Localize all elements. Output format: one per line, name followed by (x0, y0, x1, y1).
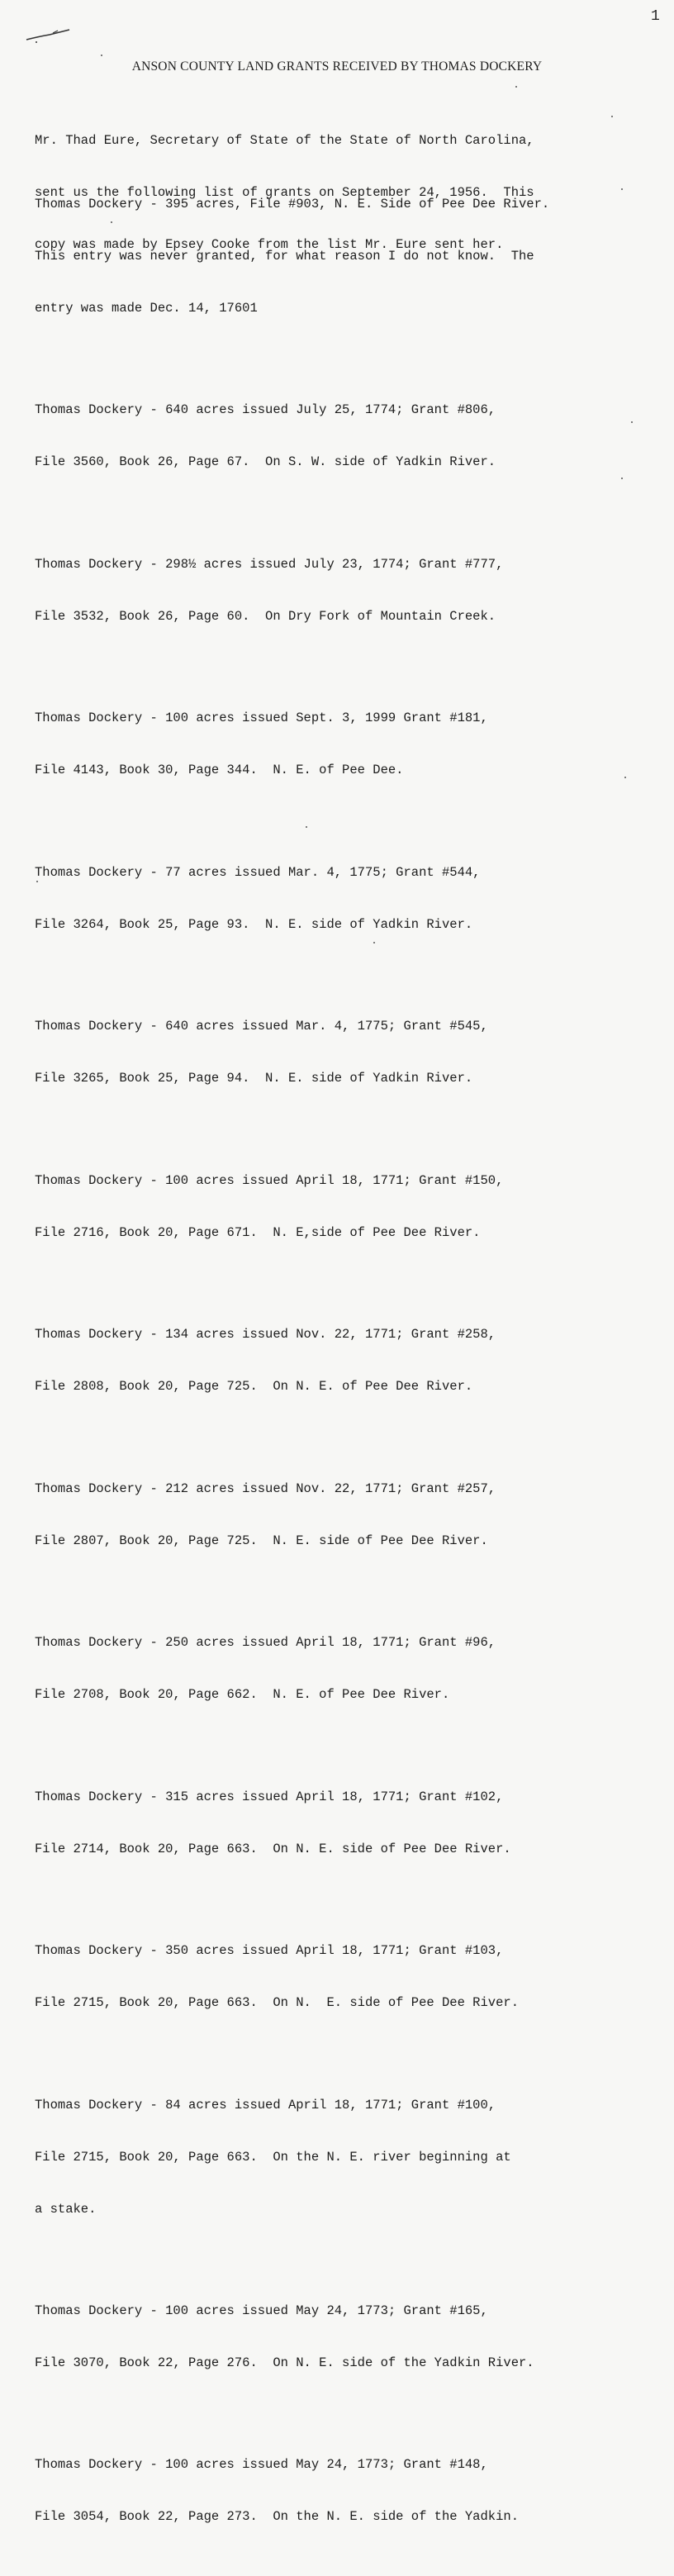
entry-line: File 4143, Book 30, Page 344. N. E. of Pee Dee. (35, 763, 404, 777)
grant-entry (35, 2268, 646, 2407)
grant-entry (35, 367, 646, 506)
entry-line: File 2715, Book 20, Page 663. On N. E. side of Pee Dee River. (35, 1995, 519, 2010)
grant-entry (35, 2062, 646, 2253)
grant-entry (35, 1291, 646, 1430)
scan-speck (101, 55, 102, 56)
entry-line: File 2714, Book 20, Page 663. On N. E. side of Pee Dee River. (35, 1841, 511, 1856)
entry-line: Thomas Dockery - 395 acres, File #903, N. E. Side of Pee Dee River. (35, 197, 550, 211)
entry-line: Thomas Dockery - 315 acres issued April 18, 1771; Grant #102, (35, 1789, 504, 1804)
grant-entry (35, 829, 646, 968)
entry-line: File 3070, Book 22, Page 276. On N. E. side of the Yadkin River. (35, 2355, 534, 2370)
entry-line: Thomas Dockery - 84 acres issued April 18, 1771; Grant #100, (35, 2097, 496, 2113)
entry-line: File 3560, Book 26, Page 67. On S. W. side of Yadkin River. (35, 454, 496, 469)
scan-speck (621, 478, 623, 479)
entry-line: File 3265, Book 25, Page 94. N. E. side of Yadkin River. (35, 1071, 473, 1086)
scan-speck (515, 86, 517, 88)
entry-line: Thomas Dockery - 640 acres issued Mar. 4, 1775; Grant #545, (35, 1019, 488, 1034)
grant-entry (35, 521, 646, 660)
entry-line: This entry was never granted, for what reason I do not know. The (35, 249, 534, 264)
entry-line: File 2808, Book 20, Page 725. On N. E. of Pee Dee River. (35, 1379, 473, 1394)
entry-line: Thomas Dockery - 77 acres issued Mar. 4, 1775; Grant #544, (35, 864, 481, 880)
entry-line: Thomas Dockery - 100 acres issued May 24, 1773; Grant #148, (35, 2457, 488, 2472)
intro-line: Mr. Thad Eure, Secretary of State of the State of North Carolina, (35, 133, 534, 148)
grant-entry (35, 675, 646, 814)
scan-speck (631, 421, 633, 423)
scan-speck (611, 116, 613, 117)
entry-line: Thomas Dockery - 212 acres issued Nov. 22, 1771; Grant #257, (35, 1480, 496, 1496)
entry-line: Thomas Dockery - 134 acres issued Nov. 22, 1771; Grant #258, (35, 1327, 496, 1342)
grant-entry (35, 161, 646, 352)
entry-line: File 2716, Book 20, Page 671. N. E,side of Pee Dee River. (35, 1224, 481, 1240)
entry-line: File 2807, Book 20, Page 725. N. E. side of Pee Dee River. (35, 1533, 488, 1548)
scan-speck (306, 826, 307, 828)
entry-line: File 2715, Book 20, Page 663. On the N. E. river beginning at (35, 2149, 511, 2165)
grant-entry (35, 1138, 646, 1276)
grant-entry (35, 1599, 646, 1738)
entry-line: Thomas Dockery - 250 acres issued April 18, 1771; Grant #96, (35, 1635, 496, 1650)
grant-entry (35, 1446, 646, 1585)
grant-list (35, 161, 646, 2576)
entry-line: File 2708, Book 20, Page 662. N. E. of Pee Dee River. (35, 1687, 450, 1702)
scan-speck (373, 942, 375, 943)
entry-line: a stake. (35, 2201, 97, 2217)
entry-line: Thomas Dockery - 100 acres issued May 24, 1773; Grant #165, (35, 2303, 488, 2318)
entry-line: Thomas Dockery - 298½ acres issued July 23, 1774; Grant #777, (35, 556, 504, 572)
entry-line: Thomas Dockery - 100 acres issued Sept. 3, 1999 Grant #181, (35, 711, 488, 725)
entry-line: Thomas Dockery - 350 acres issued April 18, 1771; Grant #103, (35, 1943, 504, 1958)
scan-speck (111, 221, 112, 223)
page-title: ANSON COUNTY LAND GRANTS RECEIVED BY THOMAS DOCKERY (131, 59, 543, 74)
entry-line: entry was made Dec. 14, 17601 (35, 301, 258, 316)
pen-mark-icon (25, 26, 74, 45)
intro-line: copy was made by Epsey Cooke from the list Mr. Eure sent her. (35, 237, 504, 252)
entry-line: Thomas Dockery - 100 acres issued April 18, 1771; Grant #150, (35, 1172, 504, 1188)
grant-entry (35, 2422, 646, 2560)
scan-speck (621, 188, 623, 190)
scan-speck (36, 881, 38, 882)
entry-line: Thomas Dockery - 640 acres issued July 25, 1774; Grant #806, (35, 402, 496, 417)
entry-line: File 3264, Book 25, Page 93. N. E. side of Yadkin River. (35, 916, 473, 932)
entry-line: File 3532, Book 26, Page 60. On Dry Fork of Mountain Creek. (35, 608, 496, 624)
grant-entry (35, 1908, 646, 2046)
scan-speck (624, 777, 626, 778)
grant-entry (35, 1754, 646, 1893)
page-number: 1 (651, 8, 660, 25)
grant-entry (35, 983, 646, 1122)
entry-line: File 3054, Book 22, Page 273. On the N. E. side of the Yadkin. (35, 2509, 519, 2524)
intro-line: sent us the following list of grants on September 24, 1956. This (35, 185, 534, 200)
